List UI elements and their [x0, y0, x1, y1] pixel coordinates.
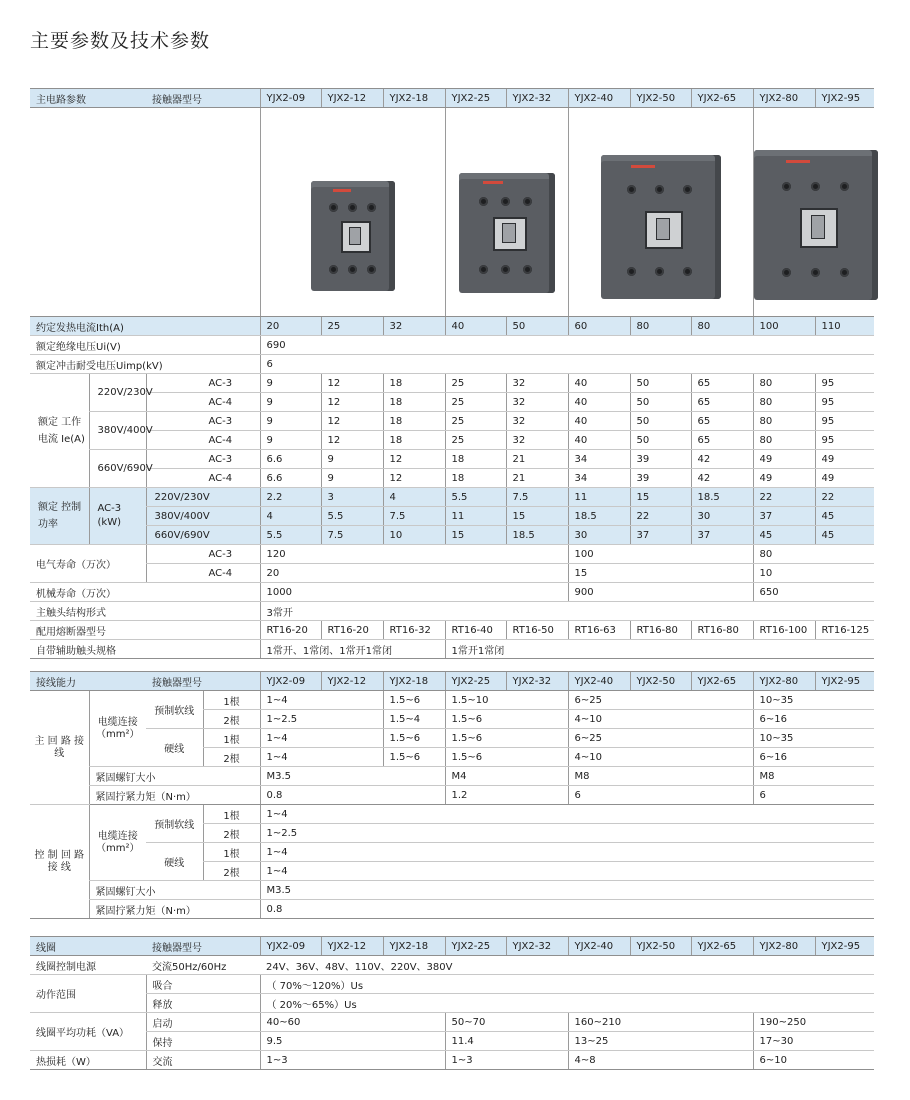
- power-row: 额定 控制 功率 AC-3 (kW) 220V/230V 2.2 3 4 5.5 7.5 11 15 18.5 22 22: [30, 488, 874, 507]
- table-header-row: 接线能力 接触器型号 YJX2-09 YJX2-12 YJX2-18 YJX2-25 YJX2-32 YJX2-40 YJX2-50 YJX2-65 YJX2-80 YJX2-95: [30, 672, 874, 691]
- coil-heat-row: 热损耗（W） 交流 1~3 1~3 4~8 6~10: [30, 1051, 874, 1070]
- table-header-row: 线圈 接触器型号 YJX2-09 YJX2-12 YJX2-18 YJX2-25 YJX2-32 YJX2-40 YJX2-50 YJX2-65 YJX2-80 YJX2-95: [30, 937, 874, 956]
- main-circuit-label: 主 回 路 接 线: [30, 691, 89, 805]
- wiring-row: 紧固螺钉大小 M3.5 M4 M8 M8: [30, 767, 874, 786]
- coil-range-row: 动作范围 吸合 （ 70%～120%）Us: [30, 975, 874, 994]
- ui-row: 额定绝缘电压Ui(V) 690: [30, 336, 874, 355]
- model-header: YJX2-50: [630, 89, 691, 108]
- wiring-row: 硬线 1根 1~4: [30, 843, 874, 862]
- ie-label: 额定 工作 电流 Ie(A): [30, 374, 89, 488]
- wiring-row: 控 制 回 路 接 线 电缆连接 （mm²） 预制软线 1根 1~4: [30, 805, 874, 824]
- ie-row: 额定 工作 电流 Ie(A) 220V/230V AC-3 9 12 18 25 32 40 50 65 80 95: [30, 374, 874, 393]
- mech-life-row: 机械寿命（万次） 1000 900 650: [30, 583, 874, 602]
- coil-power-row: 线圈平均功耗（VA） 启动 40~60 50~70 160~210 190~250: [30, 1013, 874, 1032]
- power-row: 660V/690V 5.5 7.5 10 15 18.5 30 37 37 45 45: [30, 526, 874, 545]
- model-header: YJX2-32: [506, 89, 568, 108]
- wiring-row: 硬线 1根 1~4 1.5~6 1.5~6 6~25 10~35: [30, 729, 874, 748]
- coil-supply-row: 线圈控制电源 交流50Hz/60Hz 24V、36V、48V、110V、220V、380V: [30, 956, 874, 975]
- model-header: YJX2-40: [568, 89, 630, 108]
- wiring-row: 2根 1~4 1.5~6 1.5~6 4~10 6~16: [30, 748, 874, 767]
- model-header: YJX2-25: [445, 89, 506, 108]
- control-circuit-label: 控 制 回 路 接 线: [30, 805, 89, 919]
- wiring-row: 主 回 路 接 线 电缆连接 （mm²） 预制软线 1根 1~4 1.5~6 1.5~10 6~25 10~35: [30, 691, 874, 710]
- header-label: 接触器型号: [146, 89, 260, 108]
- power-label: 额定 控制 功率: [30, 488, 89, 545]
- ie-row: 660V/690V AC-3 6.6 9 12 18 21 34 39 42 49 49: [30, 450, 874, 469]
- model-header: YJX2-95: [815, 89, 874, 108]
- coil-range-row: 释放 （ 20%～65%）Us: [30, 994, 874, 1013]
- product-image-small: [260, 108, 445, 317]
- aux-row: 自带辅助触头规格 1常开、1常闭、1常开1常闭 1常开1常闭: [30, 640, 874, 659]
- ith-row: 约定发热电流Ith(A) 20 25 32 40 50 60 80 80 100 110: [30, 317, 874, 336]
- uimp-row: 额定冲击耐受电压Uimp(kV) 6: [30, 355, 874, 374]
- product-image-large: [568, 108, 753, 317]
- fuse-row: 配用熔断器型号 RT16-20 RT16-20 RT16-32 RT16-40 RT16-50 RT16-63 RT16-80 RT16-80 RT16-100 RT16-125: [30, 621, 874, 640]
- ie-row: AC-4 9 12 18 25 32 40 50 65 80 95: [30, 431, 874, 450]
- model-header: YJX2-18: [383, 89, 445, 108]
- structure-row: 主触头结构形式 3常开: [30, 602, 874, 621]
- ie-row: AC-4 6.6 9 12 18 21 34 39 42 49 49: [30, 469, 874, 488]
- coil-power-row: 保持 9.5 11.4 13~25 17~30: [30, 1032, 874, 1051]
- wiring-row: 紧固螺钉大小 M3.5: [30, 881, 874, 900]
- product-image-row: [30, 108, 874, 317]
- product-image-xlarge: [753, 108, 874, 317]
- main-circuit-table: [30, 88, 874, 659]
- wiring-row: 2根 1~2.5: [30, 824, 874, 843]
- elec-life-row: 电气寿命（万次） AC-3 120 100 80: [30, 545, 874, 564]
- ie-row: 380V/400V AC-3 9 12 18 25 32 40 50 65 80 95: [30, 412, 874, 431]
- elec-life-row: AC-4 20 15 10: [30, 564, 874, 583]
- model-header: YJX2-65: [691, 89, 753, 108]
- wiring-row: 2根 1~2.5 1.5~4 1.5~6 4~10 6~16: [30, 710, 874, 729]
- model-header: YJX2-12: [321, 89, 383, 108]
- power-row: 380V/400V 4 5.5 7.5 11 15 18.5 22 30 37 45: [30, 507, 874, 526]
- page-title: 主要参数及技术参数: [30, 30, 211, 52]
- coil-table: [30, 936, 874, 1070]
- wiring-row: 紧固拧紧力矩（N·m） 0.8: [30, 900, 874, 919]
- wiring-row: 2根 1~4: [30, 862, 874, 881]
- ie-row: AC-4 9 12 18 25 32 40 50 65 80 95: [30, 393, 874, 412]
- wiring-row: 紧固拧紧力矩（N·m） 0.8 1.2 6 6: [30, 786, 874, 805]
- product-image-medium: [445, 108, 568, 317]
- header-label: 主电路参数: [30, 89, 146, 108]
- table-header-row: [30, 89, 874, 108]
- model-header: YJX2-80: [753, 89, 815, 108]
- model-header: YJX2-09: [260, 89, 321, 108]
- wiring-table: [30, 671, 874, 919]
